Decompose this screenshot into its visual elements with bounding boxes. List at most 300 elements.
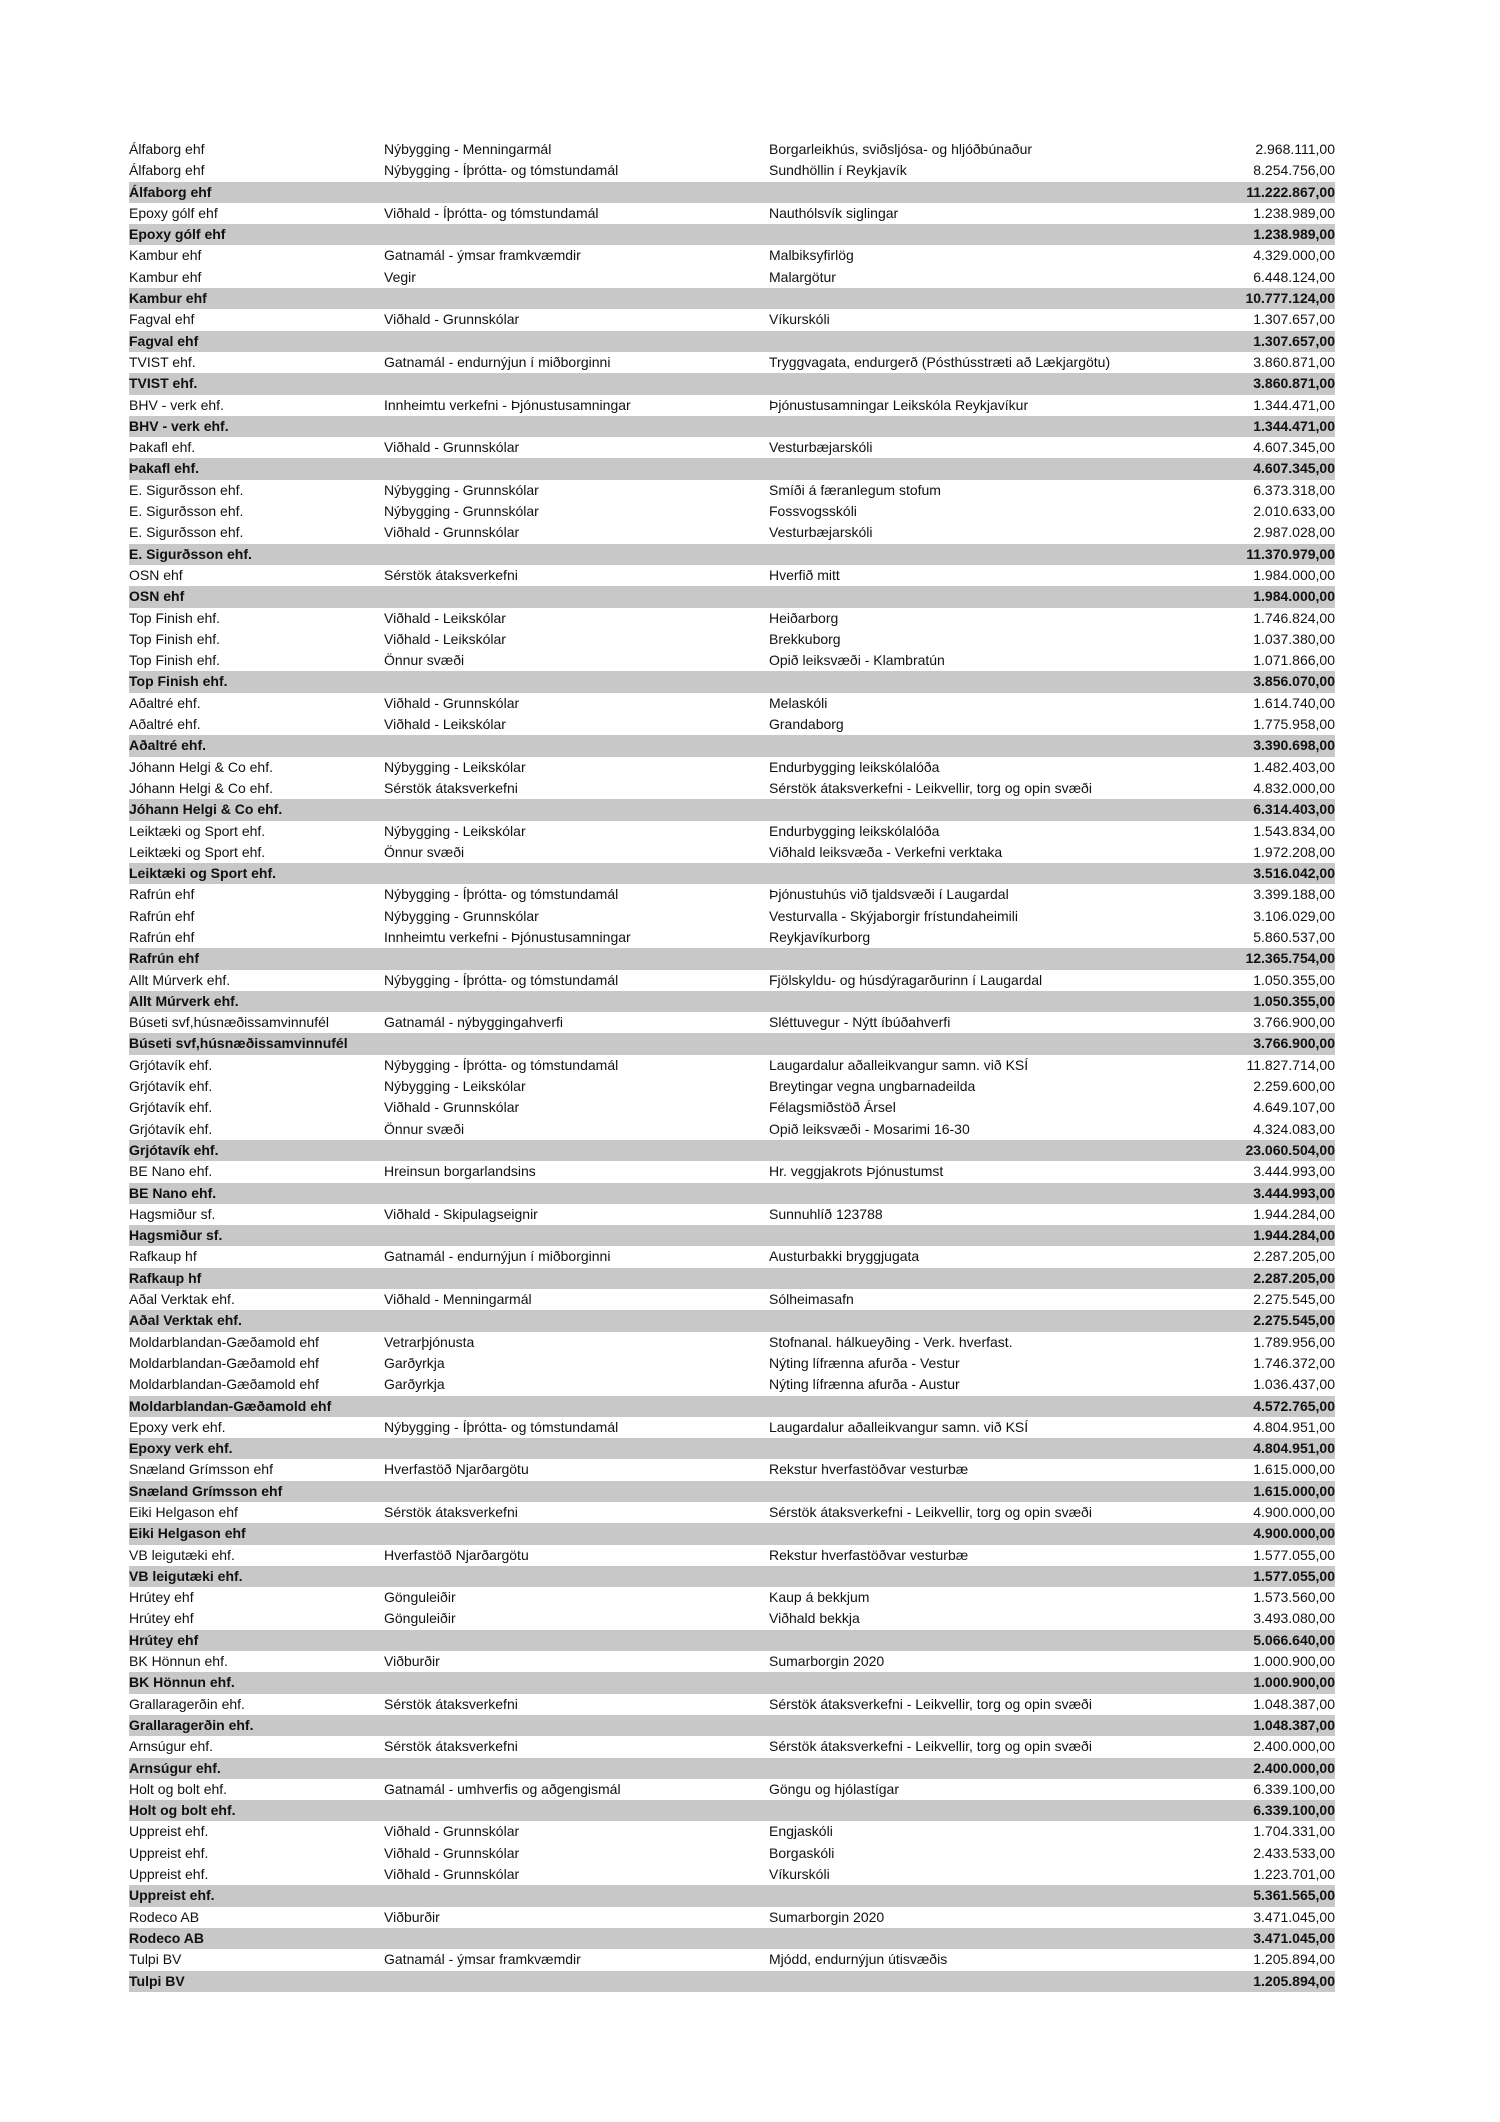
- table-row: [129, 1332, 1335, 1353]
- amount-cell: 1.543.834,00: [1253, 822, 1335, 839]
- company-cell: Moldarblandan-Gæðamold ehf: [129, 1376, 319, 1393]
- table-row: [129, 1608, 1335, 1629]
- table-row: [129, 1545, 1335, 1566]
- project-cell: Grandaborg: [769, 716, 844, 733]
- subtotal-row: [129, 1971, 1335, 1992]
- amount-cell: 1.746.824,00: [1253, 609, 1335, 626]
- project-cell: Sumarborgin 2020: [769, 1908, 885, 1925]
- category-cell: [384, 671, 769, 692]
- category-cell: Nýbygging - Grunnskólar: [384, 481, 539, 498]
- project-cell: Víkurskóli: [769, 1866, 830, 1883]
- company-cell: BE Nano ehf.: [129, 1163, 213, 1180]
- category-cell: [384, 1140, 769, 1161]
- project-cell: [769, 735, 1199, 756]
- project-cell: Viðhald leiksvæða - Verkefni verktaka: [769, 843, 1003, 860]
- amount-cell: 4.572.765,00: [1253, 1397, 1335, 1414]
- company-cell: Jóhann Helgi & Co ehf.: [129, 758, 273, 775]
- category-cell: Viðhald - Grunnskólar: [384, 439, 520, 456]
- company-cell: Rafkaup hf: [129, 1248, 197, 1265]
- amount-cell: 1.048.387,00: [1253, 1716, 1335, 1733]
- amount-cell: 1.238.989,00: [1253, 204, 1335, 221]
- amount-cell: 4.900.000,00: [1253, 1525, 1335, 1542]
- category-cell: [384, 331, 769, 352]
- project-cell: [769, 1885, 1199, 1906]
- amount-cell: 12.365.754,00: [1245, 950, 1335, 967]
- project-cell: [769, 863, 1199, 884]
- company-cell: Grjótavík ehf.: [129, 1056, 213, 1073]
- amount-cell: 1.944.284,00: [1253, 1227, 1335, 1244]
- category-cell: Sérstök átaksverkefni: [384, 1738, 518, 1755]
- company-cell: Moldarblandan-Gæðamold ehf: [129, 1354, 319, 1371]
- amount-cell: 3.444.993,00: [1253, 1184, 1335, 1201]
- table-row: [129, 480, 1335, 501]
- project-cell: Vesturbæjarskóli: [769, 524, 873, 541]
- company-cell: Leiktæki og Sport ehf.: [129, 865, 277, 882]
- subtotal-row: [129, 1438, 1335, 1459]
- project-cell: Sérstök átaksverkefni - Leikvellir, torg og opin svæði: [769, 1695, 1092, 1712]
- amount-cell: 4.900.000,00: [1253, 1504, 1335, 1520]
- amount-cell: 1.223.701,00: [1253, 1866, 1335, 1883]
- project-cell: Hverfið mitt: [769, 566, 840, 583]
- category-cell: Gatnamál - nýbyggingahverfi: [384, 1014, 563, 1031]
- table-row: [129, 1374, 1335, 1395]
- company-cell: BE Nano ehf.: [129, 1184, 217, 1201]
- table-row: [129, 1736, 1335, 1757]
- category-cell: [384, 1523, 769, 1544]
- table-row: [129, 1843, 1335, 1864]
- table-row: [129, 1587, 1335, 1608]
- table-row: [129, 267, 1335, 288]
- project-cell: Brekkuborg: [769, 630, 841, 647]
- amount-cell: 4.649.107,00: [1253, 1099, 1335, 1116]
- amount-cell: 2.433.533,00: [1253, 1844, 1335, 1861]
- company-cell: Grjótavík ehf.: [129, 1078, 213, 1095]
- amount-cell: 11.827.714,00: [1246, 1056, 1335, 1073]
- company-cell: Epoxy verk ehf.: [129, 1418, 226, 1435]
- project-cell: [769, 948, 1199, 969]
- company-cell: Eiki Helgason ehf: [129, 1504, 238, 1520]
- amount-cell: 6.373.318,00: [1253, 481, 1335, 498]
- project-cell: [769, 671, 1199, 692]
- company-cell: Hagsmiður sf.: [129, 1227, 223, 1244]
- category-cell: [384, 1183, 769, 1204]
- subtotal-row: [129, 1310, 1335, 1331]
- amount-cell: 4.329.000,00: [1253, 247, 1335, 264]
- company-cell: Grjótavík ehf.: [129, 1120, 213, 1137]
- company-cell: Uppreist ehf.: [129, 1844, 209, 1861]
- project-cell: [769, 1183, 1199, 1204]
- company-cell: Eiki Helgason ehf: [129, 1525, 246, 1542]
- company-cell: Tulpi BV: [129, 1972, 185, 1989]
- subtotal-row: [129, 288, 1335, 309]
- amount-cell: 1.984.000,00: [1253, 588, 1335, 605]
- project-cell: Endurbygging leikskólalóða: [769, 758, 940, 775]
- company-cell: Arnsúgur ehf.: [129, 1738, 214, 1755]
- amount-cell: 1.036.437,00: [1253, 1376, 1335, 1393]
- project-cell: [769, 1481, 1199, 1502]
- company-cell: Þakafl ehf.: [129, 460, 200, 477]
- project-cell: Opið leiksvæði - Klambratún: [769, 652, 945, 669]
- project-cell: Malbiksyfirlög: [769, 247, 854, 264]
- subtotal-row: [129, 1396, 1335, 1417]
- company-cell: Rafrún ehf: [129, 950, 199, 967]
- amount-cell: 1.615.000,00: [1253, 1482, 1335, 1499]
- company-cell: Uppreist ehf.: [129, 1823, 209, 1840]
- company-cell: Allt Múrverk ehf.: [129, 971, 231, 988]
- table-row: [129, 1097, 1335, 1118]
- category-cell: [384, 373, 769, 394]
- table-row: [129, 608, 1335, 629]
- subtotal-row: [129, 1630, 1335, 1651]
- category-cell: [384, 1672, 769, 1693]
- company-cell: Snæland Grímsson ehf: [129, 1482, 283, 1499]
- table-row: [129, 437, 1335, 458]
- company-cell: Moldarblandan-Gæðamold ehf: [129, 1333, 319, 1350]
- amount-cell: 2.400.000,00: [1253, 1738, 1335, 1755]
- table-row: [129, 714, 1335, 735]
- company-cell: Grallaragerðin ehf.: [129, 1716, 254, 1733]
- table-row: [129, 1651, 1335, 1672]
- company-cell: VB leigutæki ehf.: [129, 1546, 235, 1563]
- category-cell: [384, 1310, 769, 1331]
- category-cell: Önnur svæði: [384, 1120, 465, 1137]
- category-cell: Viðhald - Grunnskólar: [384, 311, 520, 328]
- amount-cell: 3.856.070,00: [1253, 673, 1335, 690]
- project-cell: Endurbygging leikskólalóða: [769, 822, 940, 839]
- payments-table: [129, 139, 1335, 1992]
- company-cell: BK Hönnun ehf.: [129, 1674, 235, 1691]
- category-cell: Vegir: [384, 268, 416, 285]
- subtotal-row: [129, 671, 1335, 692]
- project-cell: Nauthólsvík siglingar: [769, 204, 899, 221]
- table-row: [129, 203, 1335, 224]
- project-cell: Laugardalur aðalleikvangur samn. við KSÍ: [769, 1418, 1029, 1435]
- amount-cell: 3.471.045,00: [1253, 1908, 1335, 1925]
- amount-cell: 1.577.055,00: [1253, 1546, 1335, 1563]
- project-cell: Sumarborgin 2020: [769, 1653, 885, 1670]
- project-cell: [769, 1758, 1199, 1779]
- company-cell: Kambur ehf: [129, 290, 207, 307]
- amount-cell: 3.766.900,00: [1253, 1035, 1335, 1052]
- project-cell: Nýting lífrænna afurða - Vestur: [769, 1354, 960, 1371]
- company-cell: Grjótavík ehf.: [129, 1141, 219, 1158]
- category-cell: [384, 182, 769, 203]
- company-cell: Epoxy gólf ehf: [129, 204, 218, 221]
- company-cell: Rodeco AB: [129, 1929, 204, 1946]
- category-cell: Hreinsun borgarlandsins: [384, 1163, 536, 1180]
- company-cell: Aðaltré ehf.: [129, 716, 201, 733]
- amount-cell: 3.860.871,00: [1253, 353, 1335, 370]
- company-cell: Fagval ehf: [129, 332, 199, 349]
- company-cell: Allt Múrverk ehf.: [129, 992, 239, 1009]
- category-cell: [384, 863, 769, 884]
- subtotal-row: [129, 735, 1335, 756]
- project-cell: Þjónustuhús við tjaldsvæði í Laugardal: [769, 886, 1009, 903]
- company-cell: Jóhann Helgi & Co ehf.: [129, 801, 283, 818]
- amount-cell: 4.324.083,00: [1253, 1120, 1335, 1137]
- subtotal-row: [129, 331, 1335, 352]
- company-cell: Uppreist ehf.: [129, 1887, 215, 1904]
- subtotal-row: [129, 1523, 1335, 1544]
- project-cell: Tryggvagata, endurgerð (Pósthússtræti að Lækjargötu): [769, 353, 1111, 370]
- project-cell: [769, 182, 1199, 203]
- amount-cell: 3.390.698,00: [1253, 737, 1335, 754]
- table-row: [129, 757, 1335, 778]
- project-cell: Reykjavíkurborg: [769, 928, 871, 945]
- table-row: [129, 160, 1335, 181]
- amount-cell: 1.972.208,00: [1253, 843, 1335, 860]
- category-cell: [384, 1928, 769, 1949]
- amount-cell: 3.471.045,00: [1253, 1929, 1335, 1946]
- company-cell: Álfaborg ehf: [129, 183, 212, 200]
- amount-cell: 8.254.756,00: [1253, 162, 1335, 179]
- amount-cell: 4.832.000,00: [1253, 779, 1335, 796]
- amount-cell: 4.804.951,00: [1253, 1418, 1335, 1435]
- category-cell: [384, 1481, 769, 1502]
- table-row: [129, 927, 1335, 948]
- amount-cell: 1.050.355,00: [1253, 992, 1335, 1009]
- project-cell: Breytingar vegna ungbarnadeilda: [769, 1078, 976, 1095]
- subtotal-row: [129, 1566, 1335, 1587]
- project-cell: [769, 458, 1199, 479]
- company-cell: BHV - verk ehf.: [129, 417, 229, 434]
- company-cell: Epoxy verk ehf.: [129, 1440, 233, 1457]
- project-cell: [769, 544, 1199, 565]
- company-cell: OSN ehf: [129, 566, 183, 583]
- company-cell: Grjótavík ehf.: [129, 1099, 213, 1116]
- table-row: [129, 778, 1335, 799]
- amount-cell: 1.205.894,00: [1253, 1951, 1335, 1968]
- project-cell: Kaup á bekkjum: [769, 1589, 870, 1606]
- company-cell: Rafkaup hf: [129, 1269, 202, 1286]
- project-cell: [769, 1033, 1199, 1054]
- table-row: [129, 1949, 1335, 1970]
- project-cell: Borgarleikhús, sviðsljósa- og hljóðbúnaður: [769, 141, 1033, 157]
- category-cell: [384, 586, 769, 607]
- category-cell: [384, 1630, 769, 1651]
- amount-cell: 1.000.900,00: [1253, 1674, 1335, 1691]
- amount-cell: 4.607.345,00: [1253, 439, 1335, 456]
- amount-cell: 1.344.471,00: [1253, 396, 1335, 413]
- project-cell: Rekstur hverfastöðvar vesturbæ: [769, 1546, 969, 1563]
- company-cell: Álfaborg ehf: [129, 162, 205, 179]
- company-cell: Þakafl ehf.: [129, 439, 196, 456]
- company-cell: Epoxy gólf ehf: [129, 226, 226, 243]
- category-cell: [384, 1033, 769, 1054]
- subtotal-row: [129, 799, 1335, 820]
- category-cell: Innheimtu verkefni - Þjónustusamningar: [384, 396, 631, 413]
- company-cell: Moldarblandan-Gæðamold ehf: [129, 1397, 332, 1414]
- company-cell: Jóhann Helgi & Co ehf.: [129, 779, 273, 796]
- category-cell: [384, 1800, 769, 1821]
- project-cell: Malargötur: [769, 268, 836, 285]
- category-cell: [384, 799, 769, 820]
- table-row: [129, 970, 1335, 991]
- company-cell: Hrútey ehf: [129, 1631, 199, 1648]
- category-cell: Viðhald - Grunnskólar: [384, 1823, 520, 1840]
- subtotal-row: [129, 1715, 1335, 1736]
- amount-cell: 1.577.055,00: [1253, 1567, 1335, 1584]
- amount-cell: 2.968.111,00: [1255, 141, 1335, 157]
- amount-cell: 2.010.633,00: [1253, 503, 1335, 520]
- category-cell: Gatnamál - umhverfis og aðgengismál: [384, 1780, 621, 1797]
- category-cell: Garðyrkja: [384, 1354, 445, 1371]
- project-cell: [769, 991, 1199, 1012]
- table-row: [129, 352, 1335, 373]
- company-cell: TVIST ehf.: [129, 375, 198, 392]
- amount-cell: 1.789.956,00: [1253, 1333, 1335, 1350]
- amount-cell: 3.860.871,00: [1253, 375, 1335, 392]
- company-cell: E. Sigurðsson ehf.: [129, 503, 244, 520]
- table-row: [129, 1161, 1335, 1182]
- category-cell: Nýbygging - Íþrótta- og tómstundamál: [384, 1418, 619, 1435]
- amount-cell: 1.573.560,00: [1253, 1589, 1335, 1606]
- company-cell: Hrútey ehf: [129, 1610, 194, 1627]
- project-cell: [769, 224, 1199, 245]
- project-cell: [769, 1140, 1199, 1161]
- project-cell: Sérstök átaksverkefni - Leikvellir, torg og opin svæði: [769, 1504, 1092, 1520]
- project-cell: Opið leiksvæði - Mosarimi 16-30: [769, 1120, 970, 1137]
- category-cell: Gönguleiðir: [384, 1610, 456, 1627]
- category-cell: Nýbygging - Menningarmál: [384, 141, 552, 157]
- project-cell: Göngu og hjólastígar: [769, 1780, 899, 1797]
- table-row: [129, 650, 1335, 671]
- table-row: [129, 1119, 1335, 1140]
- amount-cell: 2.275.545,00: [1253, 1291, 1335, 1308]
- amount-cell: 5.860.537,00: [1253, 928, 1335, 945]
- category-cell: Viðhald - Grunnskólar: [384, 524, 520, 541]
- category-cell: [384, 991, 769, 1012]
- table-row: [129, 1353, 1335, 1374]
- amount-cell: 1.050.355,00: [1253, 971, 1335, 988]
- amount-cell: 3.444.993,00: [1253, 1163, 1335, 1180]
- amount-cell: 10.777.124,00: [1245, 290, 1335, 307]
- category-cell: Vetrarþjónusta: [384, 1333, 475, 1350]
- category-cell: Viðhald - Leikskólar: [384, 630, 506, 647]
- project-cell: Vesturvalla - Skýjaborgir frístundaheimili: [769, 907, 1018, 924]
- project-cell: Laugardalur aðalleikvangur samn. við KSÍ: [769, 1056, 1029, 1073]
- category-cell: Sérstök átaksverkefni: [384, 1695, 518, 1712]
- amount-cell: 1.614.740,00: [1253, 694, 1335, 711]
- amount-cell: 23.060.504,00: [1245, 1141, 1335, 1158]
- table-row: [129, 1821, 1335, 1842]
- amount-cell: 1.615.000,00: [1253, 1461, 1335, 1478]
- category-cell: Nýbygging - Íþrótta- og tómstundamál: [384, 162, 619, 179]
- project-cell: [769, 1630, 1199, 1651]
- table-row: [129, 693, 1335, 714]
- table-row: [129, 906, 1335, 927]
- company-cell: Aðaltré ehf.: [129, 694, 201, 711]
- project-cell: Þjónustusamningar Leikskóla Reykjavíkur: [769, 396, 1029, 413]
- project-cell: [769, 1310, 1199, 1331]
- category-cell: Viðhald - Grunnskólar: [384, 1844, 520, 1861]
- project-cell: [769, 416, 1199, 437]
- amount-cell: 1.344.471,00: [1253, 417, 1335, 434]
- category-cell: [384, 1438, 769, 1459]
- category-cell: [384, 1971, 769, 1992]
- category-cell: Nýbygging - Grunnskólar: [384, 503, 539, 520]
- project-cell: Víkurskóli: [769, 311, 830, 328]
- category-cell: [384, 1225, 769, 1246]
- table-row: [129, 821, 1335, 842]
- category-cell: Gatnamál - ýmsar framkvæmdir: [384, 247, 581, 264]
- company-cell: Aðal Verktak ehf.: [129, 1291, 235, 1308]
- amount-cell: 1.048.387,00: [1253, 1695, 1335, 1712]
- company-cell: Top Finish ehf.: [129, 652, 221, 669]
- project-cell: Nýting lífrænna afurða - Austur: [769, 1376, 960, 1393]
- project-cell: [769, 1800, 1199, 1821]
- company-cell: VB leigutæki ehf.: [129, 1567, 243, 1584]
- company-cell: Top Finish ehf.: [129, 609, 221, 626]
- project-cell: Fjölskyldu- og húsdýragarðurinn í Laugardal: [769, 971, 1043, 988]
- amount-cell: 1.071.866,00: [1253, 652, 1335, 669]
- category-cell: Nýbygging - Íþrótta- og tómstundamál: [384, 1056, 619, 1073]
- category-cell: Gatnamál - endurnýjun í miðborginni: [384, 353, 611, 370]
- company-cell: Rafrún ehf: [129, 886, 195, 903]
- category-cell: [384, 1885, 769, 1906]
- company-cell: Top Finish ehf.: [129, 630, 221, 647]
- amount-cell: 3.399.188,00: [1253, 886, 1335, 903]
- amount-cell: 1.307.657,00: [1253, 311, 1335, 328]
- project-cell: Austurbakki bryggjugata: [769, 1248, 920, 1265]
- amount-cell: 1.037.380,00: [1253, 630, 1335, 647]
- amount-cell: 1.775.958,00: [1253, 716, 1335, 733]
- amount-cell: 1.704.331,00: [1253, 1823, 1335, 1840]
- category-cell: [384, 1566, 769, 1587]
- amount-cell: 3.516.042,00: [1253, 865, 1335, 882]
- project-cell: [769, 373, 1199, 394]
- subtotal-row: [129, 991, 1335, 1012]
- category-cell: Nýbygging - Íþrótta- og tómstundamál: [384, 886, 619, 903]
- project-cell: Smíði á færanlegum stofum: [769, 481, 941, 498]
- company-cell: Kambur ehf: [129, 268, 202, 285]
- table-row: [129, 1907, 1335, 1928]
- company-cell: Búseti svf,húsnæðissamvinnufél: [129, 1035, 348, 1052]
- project-cell: [769, 331, 1199, 352]
- company-cell: Álfaborg ehf: [129, 141, 205, 157]
- amount-cell: 2.275.545,00: [1253, 1312, 1335, 1329]
- company-cell: BK Hönnun ehf.: [129, 1653, 228, 1670]
- subtotal-row: [129, 1928, 1335, 1949]
- category-cell: [384, 1268, 769, 1289]
- category-cell: Viðhald - Grunnskólar: [384, 694, 520, 711]
- category-cell: [384, 288, 769, 309]
- project-cell: [769, 1523, 1199, 1544]
- company-cell: Uppreist ehf.: [129, 1866, 209, 1883]
- subtotal-row: [129, 586, 1335, 607]
- project-cell: Heiðarborg: [769, 609, 839, 626]
- company-cell: Holt og bolt ehf.: [129, 1780, 228, 1797]
- category-cell: [384, 948, 769, 969]
- company-cell: Búseti svf,húsnæðissamvinnufél: [129, 1014, 329, 1031]
- subtotal-row: [129, 373, 1335, 394]
- category-cell: [384, 458, 769, 479]
- category-cell: Viðhald - Grunnskólar: [384, 1099, 520, 1116]
- table-row: [129, 309, 1335, 330]
- subtotal-row: [129, 1481, 1335, 1502]
- company-cell: TVIST ehf.: [129, 353, 196, 370]
- category-cell: Viðhald - Menningarmál: [384, 1291, 532, 1308]
- category-cell: [384, 1758, 769, 1779]
- amount-cell: 1.000.900,00: [1253, 1653, 1335, 1670]
- table-row: [129, 1694, 1335, 1715]
- subtotal-row: [129, 1183, 1335, 1204]
- company-cell: Aðal Verktak ehf.: [129, 1312, 242, 1329]
- amount-cell: 2.400.000,00: [1253, 1759, 1335, 1776]
- company-cell: Rafrún ehf: [129, 928, 195, 945]
- company-cell: Hrútey ehf: [129, 1589, 194, 1606]
- subtotal-row: [129, 1672, 1335, 1693]
